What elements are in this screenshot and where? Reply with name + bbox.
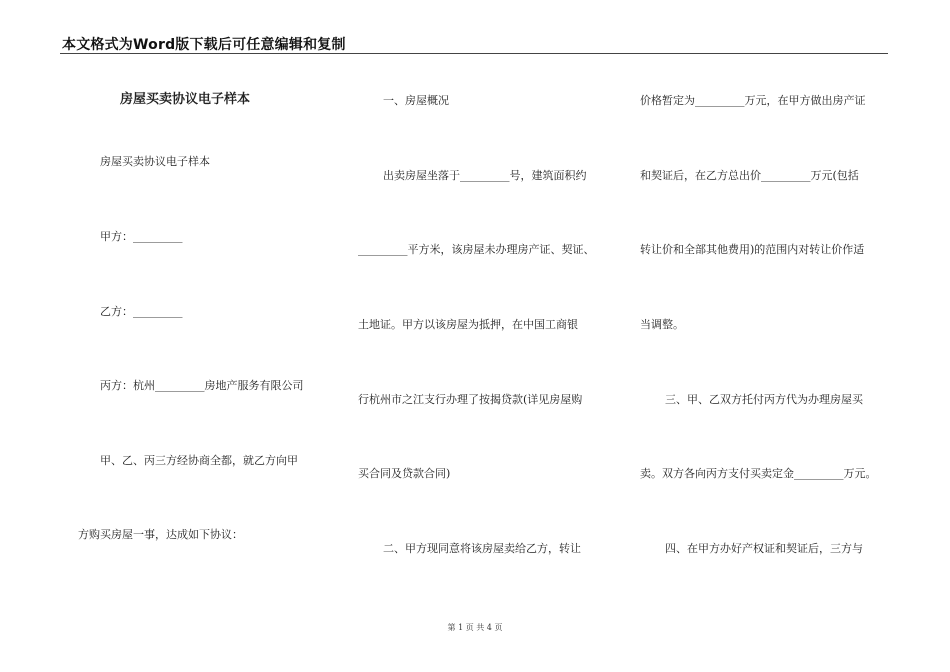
document-title: 房屋买卖协议电子样本 — [120, 92, 251, 107]
text-line: 丙方：杭州_________房地产服务有限公司 — [100, 379, 304, 392]
text-line: 卖。双方各向丙方支付买卖定金_________万元。 — [640, 467, 877, 480]
text-line: 四、在甲方办好产权证和契证后，三方与 — [665, 542, 863, 555]
page-header-title: 本文格式为Word版下载后可任意编辑和复制 — [62, 37, 346, 53]
text-line: 甲方：_________ — [100, 230, 183, 243]
text-line: 当调整。 — [640, 318, 684, 331]
text-line: _________平方米，该房屋未办理房产证、契证、 — [358, 243, 595, 256]
text-line: 三、甲、乙双方托付丙方代为办理房屋买 — [665, 393, 863, 406]
text-line: 出卖房屋坐落于_________号，建筑面积约 — [383, 169, 587, 182]
text-line: 土地证。甲方以该房屋为抵押，在中国工商银 — [358, 318, 578, 331]
text-line: 行杭州市之江支行办理了按揭贷款(详见房屋购 — [358, 393, 583, 406]
text-line: 转让价和全部其他费用)的范围内对转让价作适 — [640, 243, 865, 256]
header-divider — [60, 53, 888, 54]
text-line: 方购买房屋一事，达成如下协议： — [78, 528, 243, 541]
text-line: 二、甲方现同意将该房屋卖给乙方，转让 — [383, 542, 581, 555]
text-line: 一、房屋概况 — [383, 94, 449, 107]
text-line: 房屋买卖协议电子样本 — [100, 155, 210, 168]
text-line: 乙方：_________ — [100, 305, 183, 318]
text-line: 和契证后，在乙方总出价_________万元(包括 — [640, 169, 859, 182]
page-number: 第 1 页 共 4 页 — [447, 623, 503, 632]
text-line: 买合同及贷款合同) — [358, 467, 451, 480]
text-line: 甲、乙、丙三方经协商全都，就乙方向甲 — [100, 454, 298, 467]
text-line: 价格暂定为_________万元，在甲方做出房产证 — [640, 94, 866, 107]
